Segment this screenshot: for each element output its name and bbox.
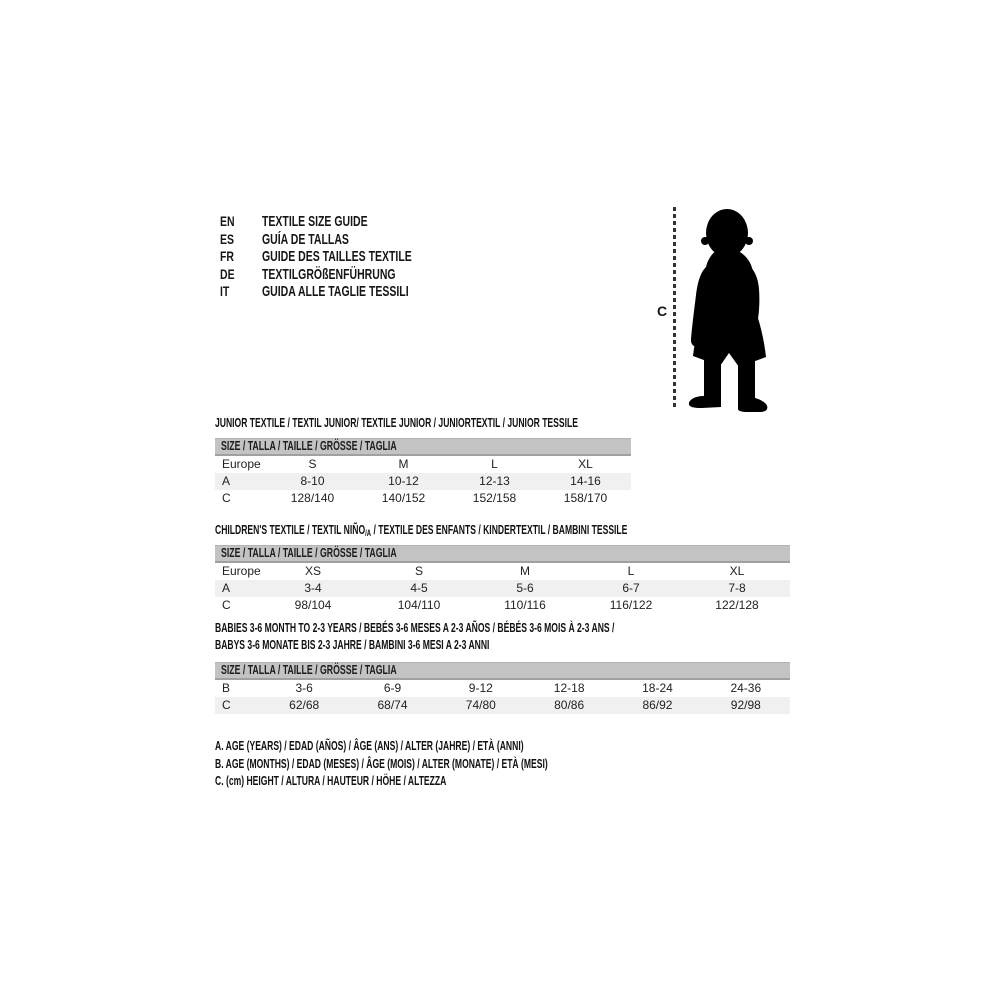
legend-height-cm: C. (cm) HEIGHT / ALTURA / HAUTEUR / HÖHE / ALTEZZA: [215, 773, 447, 788]
table-cell: 158/170: [563, 491, 608, 505]
table-cell: S: [414, 564, 423, 578]
table-cell: 5-6: [516, 581, 534, 595]
table-row: [215, 597, 790, 614]
row-label: Europe: [222, 457, 261, 471]
table-cell: 74/80: [465, 698, 496, 712]
table-row: [215, 680, 790, 697]
row-label: C: [222, 598, 231, 612]
table-cell: 92/98: [730, 698, 761, 712]
table-cell: 4-5: [410, 581, 428, 595]
babies-textile-table: [215, 619, 790, 714]
table-row: [215, 456, 631, 473]
table-cell: 12-13: [479, 474, 510, 488]
table-cell: M: [398, 457, 409, 471]
table-cell: 10-12: [388, 474, 419, 488]
table-row: [215, 563, 790, 580]
table-cell: XL: [729, 564, 745, 578]
table-cell: 110/116: [504, 598, 546, 612]
lang-code: IT: [220, 283, 230, 299]
table-cell: 104/110: [397, 598, 441, 612]
table-cell: M: [520, 564, 530, 578]
table-row: [215, 490, 631, 507]
lang-row-it: [220, 283, 476, 301]
table-row: [215, 580, 790, 597]
guide-title: TEXTILGRÖßENFÜHRUNG: [262, 265, 396, 283]
table-cell: L: [491, 457, 498, 471]
table-cell: 7-8: [728, 581, 746, 595]
size-header-bar: SIZE / TALLA / TAILLE / GRÖSSE / TAGLIA: [215, 662, 790, 680]
table-cell: 152/158: [472, 491, 517, 505]
row-label: C: [222, 698, 231, 712]
table-cell: 14-16: [570, 474, 601, 488]
lang-code: EN: [220, 213, 235, 229]
lang-row-en: [220, 213, 476, 231]
table-title: CHILDREN'S TEXTILE / TEXTIL NIÑO/A / TEXTILE DES ENFANTS / KINDERTEXTIL / BAMBINI TESSILE: [215, 522, 628, 538]
table-cell: XL: [578, 457, 593, 471]
table-cell: 62/68: [289, 698, 320, 712]
table-cell: 6-9: [383, 681, 402, 695]
row-label: C: [222, 491, 231, 505]
legend-age-months: B. AGE (MONTHS) / EDAD (MESES) / ÂGE (MOIS) / ALTER (MONATE) / ETÀ (MESI): [215, 755, 548, 771]
size-header-bar: SIZE / TALLA / TAILLE / GRÖSSE / TAGLIA: [215, 438, 631, 456]
row-label: B: [222, 681, 231, 695]
legend: [215, 737, 719, 790]
lang-code: FR: [220, 248, 235, 264]
table-cell: 12-18: [553, 681, 585, 695]
table-row: [215, 473, 631, 490]
lang-row-de: [220, 266, 476, 284]
table-title: JUNIOR TEXTILE / TEXTIL JUNIOR/ TEXTILE JUNIOR / JUNIORTEXTIL / JUNIOR TESSILE: [215, 415, 578, 430]
guide-title: GUIDE DES TAILLES TEXTILE: [262, 248, 412, 265]
table-cell: 116/122: [609, 598, 653, 612]
lang-row-es: [220, 231, 476, 249]
table-cell: 80/86: [554, 698, 585, 712]
height-measure-label-c: C: [657, 303, 668, 319]
table-title-line2: BABYS 3-6 MONATE BIS 2-3 JAHRE / BAMBINI 3-6 MESI A 2-3 ANNI: [215, 637, 490, 652]
table-cell: 68/74: [377, 698, 408, 712]
row-label: A: [222, 474, 231, 488]
language-title-list: [220, 213, 476, 301]
toddler-silhouette-icon: [682, 205, 782, 412]
table-row: [215, 697, 790, 714]
table-cell: 128/140: [290, 491, 335, 505]
childrens-textile-table: [215, 519, 790, 614]
guide-title: GUÍA DE TALLAS: [262, 230, 349, 248]
table-cell: S: [308, 457, 317, 471]
guide-title: GUIDA ALLE TAGLIE TESSILI: [262, 283, 409, 300]
table-cell: 6-7: [622, 581, 640, 595]
junior-textile-table: [215, 412, 631, 507]
table-cell: 3-6: [295, 681, 313, 695]
size-header-bar: SIZE / TALLA / TAILLE / GRÖSSE / TAGLIA: [215, 545, 790, 563]
legend-age-years: A. AGE (YEARS) / EDAD (AÑOS) / ÂGE (ANS) / ALTER (JAHRE) / ETÀ (ANNI): [215, 738, 524, 753]
table-cell: 86/92: [642, 698, 673, 712]
table-cell: 3-4: [304, 581, 322, 595]
table-cell: 9-12: [468, 681, 493, 695]
table-cell: L: [627, 564, 635, 578]
table-title-line1: BABIES 3-6 MONTH TO 2-3 YEARS / BEBÉS 3-6 MESES A 2-3 AÑOS / BÉBÉS 3-6 MOIS À 2-3 ANS /: [215, 620, 615, 635]
row-label: Europe: [222, 564, 261, 578]
lang-code: DE: [220, 265, 235, 282]
height-dashed-line: [673, 207, 676, 408]
table-cell: XS: [304, 564, 321, 578]
table-cell: 98/104: [294, 598, 332, 612]
table-cell: 8-10: [300, 474, 325, 488]
guide-title: TEXTILE SIZE GUIDE: [262, 213, 368, 230]
row-label: A: [222, 581, 231, 595]
table-cell: 24-36: [730, 681, 762, 695]
lang-code: ES: [220, 230, 235, 247]
table-cell: 140/152: [381, 491, 426, 505]
lang-row-fr: [220, 248, 476, 266]
table-cell: 18-24: [642, 681, 673, 695]
subscript-a: /A: [365, 528, 372, 538]
table-cell: 122/128: [715, 598, 759, 612]
